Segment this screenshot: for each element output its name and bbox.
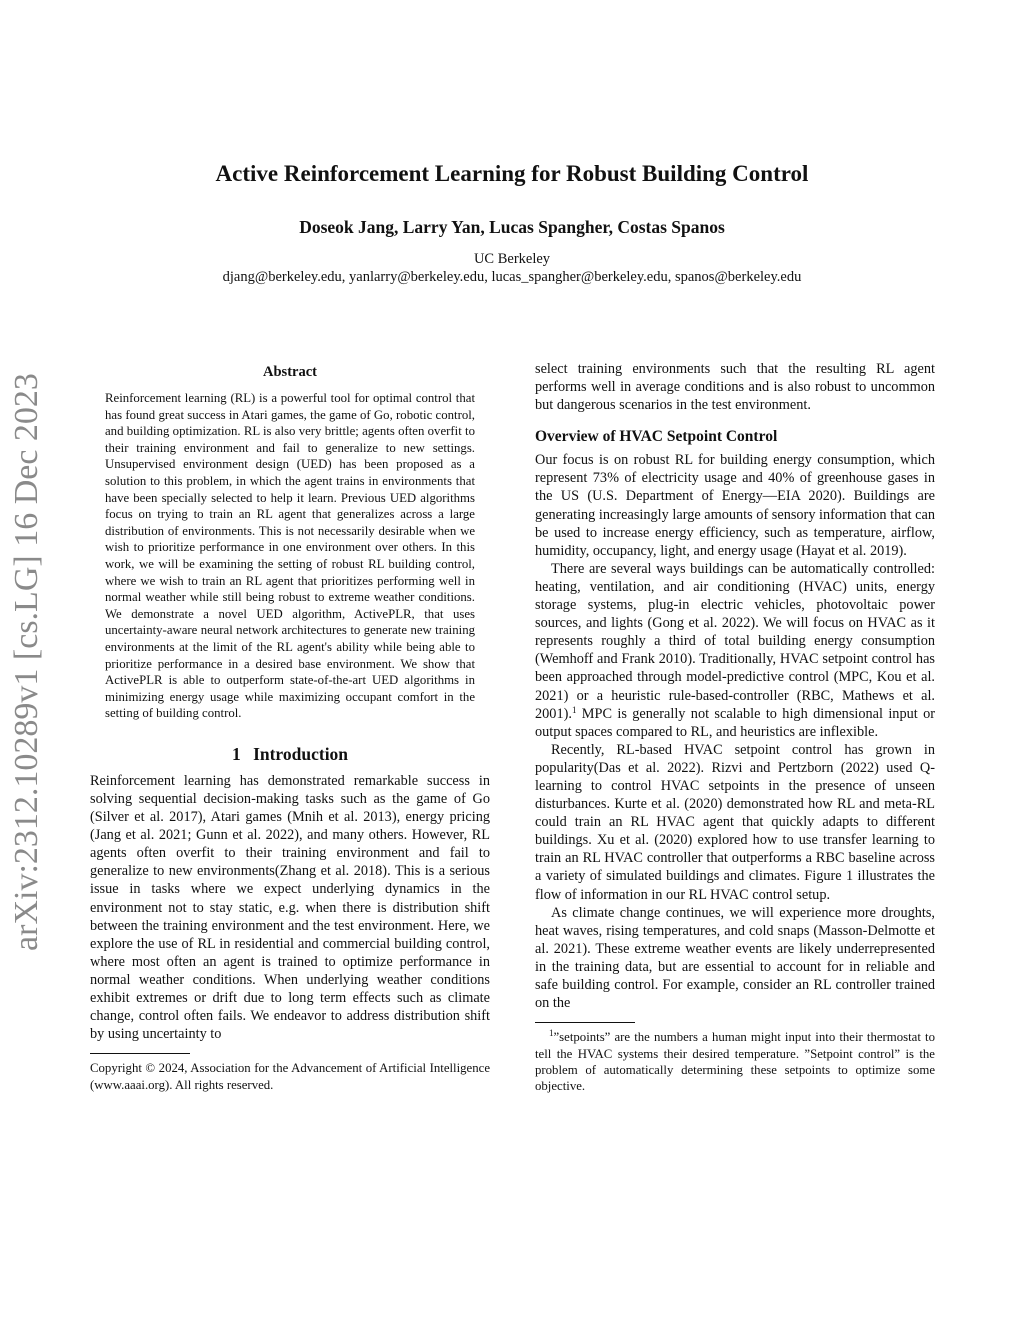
- paper-title: Active Reinforcement Learning for Robust Building Control: [215, 161, 809, 186]
- left-column: [90, 360, 490, 1093]
- introduction-continuation: select training environments such that the resulting RL agent performs well in average conditions and is also robust to uncommon but dangerous scenarios in the test environment.: [535, 361, 935, 414]
- copyright-notice: Copyright © 2024, Association for the Advancement of Artificial Intelligence (www.aaai.org). All rights reserved.: [90, 1061, 490, 1092]
- introduction-paragraph: Reinforcement learning has demonstrated remarkable success in solving sequential decision-making tasks such as the game of Go (Silver et al. 2017), Atari games (Mnih et al. 2013), energy pricing (Jang et al. 2021; Gunn et al. 2022), and many others. However, RL agents often overfit to their training environment and fail to generalize to new environments(Zhang et al. 2018). This is a serious issue in tasks where we expect underlying dynamics in the environment not to stay static, e.g. when there is distribution shift between the training environment and the test environment. Here, we explore the use of RL in residential and commercial building control, where most often an agent is trained to optimize performance in normal weather conditions. When underlying weather conditions exhibit extremes or drift due to long term effects such as climate change, control often fails. We endeavor to address distribution shift by using uncertainty to: [90, 772, 490, 1043]
- right-column: [535, 360, 935, 1095]
- footnote-rule: [535, 1022, 635, 1023]
- paragraph-2-text: There are several ways buildings can be automatically controlled: heating, ventilation, and air conditioning (HVAC) units, energy storage systems, plug-in electric vehicles, photovoltaic power sources, and lights (Gong et al. 2022). We will focus on HVAC as it represents roughly a third of total building energy consumption (Wemhoff and Frank 2010). Traditionally, HVAC setpoint control has been approached through model-predictive control (MPC, Kou et al. 2021) or a heuristic rule-based-controller (RBC, Mathews et al. 2001).: [535, 560, 935, 722]
- subsection-heading-overview: Overview of HVAC Setpoint Control: [535, 428, 778, 446]
- overview-paragraph-4: As climate change continues, we will experience more droughts, heat waves, rising temperatures, and cold snaps (Masson-Delmotte et al. 2021). These extreme weather events are likely underrepresented in the training data, but are essential to account for in reliable and safe building control. For example, consider an RL controller trained on the: [535, 904, 935, 1012]
- affiliation: UC Berkeley: [473, 251, 551, 267]
- arxiv-identifier: arXiv:2312.10289v1 [cs.LG] 16 Dec 2023: [8, 373, 45, 951]
- footnote-rule: [90, 1053, 190, 1054]
- paragraph-2-text-continued: MPC is generally not scalable to high dimensional input or output spaces compared to RL, and heuristics are inflexible.: [535, 705, 935, 740]
- footnote-marker: 1: [549, 1028, 554, 1039]
- footnote-reference[interactable]: 1: [571, 704, 577, 715]
- author-emails: djang@berkeley.edu, yanlarry@berkeley.edu, lucas_spangher@berkeley.edu, spanos@berkeley.edu: [222, 269, 802, 285]
- overview-paragraph-1: Our focus is on robust RL for building energy consumption, which represent 73% of electricity usage and 40% of greenhouse gases in the US (U.S. Department of Energy—EIA 2020). Buildings are generating increasingly large amounts of sensory information that can be used to increase energy efficiency, such as temperature, airflow, humidity, occupancy, light, and energy usage (Hayat et al. 2019).: [535, 452, 935, 559]
- footnote-text: ”setpoints” are the numbers a human might input into their thermostat to tell the HVAC systems their desired temperature. ”Setpoint control” is the problem of automatically determining these setpoints to optimize some objective.: [535, 1030, 935, 1094]
- footnote-1: [535, 1029, 935, 1095]
- author-list: Doseok Jang, Larry Yan, Lucas Spangher, Costas Spanos: [299, 217, 725, 237]
- overview-paragraph-3: Recently, RL-based HVAC setpoint control has grown in popularity(Das et al. 2022). Rizvi and Pertzborn (2022) used Q-learning to control HVAC setpoints in the presence of unseen disturbances. Kurte et al. (2020) demonstrated how RL and meta-RL could train an RL HVAC agent that quickly adapts to different buildings. Xu et al. (2020) explored how to use transfer learning to train an RL HVAC controller that outperforms a RBC baseline across a variety of simulated buildings and climates. Figure 1 illustrates the flow of information in our RL HVAC control setup.: [535, 741, 935, 903]
- section-number: 1: [231, 743, 241, 764]
- overview-paragraph-2: [535, 560, 935, 741]
- abstract-heading: Abstract: [263, 364, 317, 380]
- section-title-text: Introduction: [253, 743, 349, 764]
- abstract-text: Reinforcement learning (RL) is a powerful tool for optimal control that has found great success in Atari games, the game of Go, robotic control, and building optimization. RL is also very brittle; agents often overfit to their training environment and fail to generalize to new settings. Unsupervised environment design (UED) has been proposed as a solution to this problem, in which the agent trains in environments that have been specially selected to help it learn. Previous UED algorithms focus on trying to train an RL agent that generalizes across a large distribution of environments. This is not necessarily desirable when we wish to prioritize performance in one environment over others. In this work, we will be examining the setting of robust RL building control, where we wish to train an RL agent that prioritizes performing well in normal weather while still being robust to extreme weather conditions. We demonstrate a novel UED algorithm, ActivePLR, that uses uncertainty-aware neural network architectures to generate new training environments at the limit of the RL agent's ability while being able to prioritize performance in a desired base environment. We show that ActivePLR is able to outperform state-of-the-art UED algorithms in minimizing energy usage while maximizing occupant comfort in the setting of building control.: [105, 391, 475, 721]
- section-heading-introduction: [90, 742, 490, 766]
